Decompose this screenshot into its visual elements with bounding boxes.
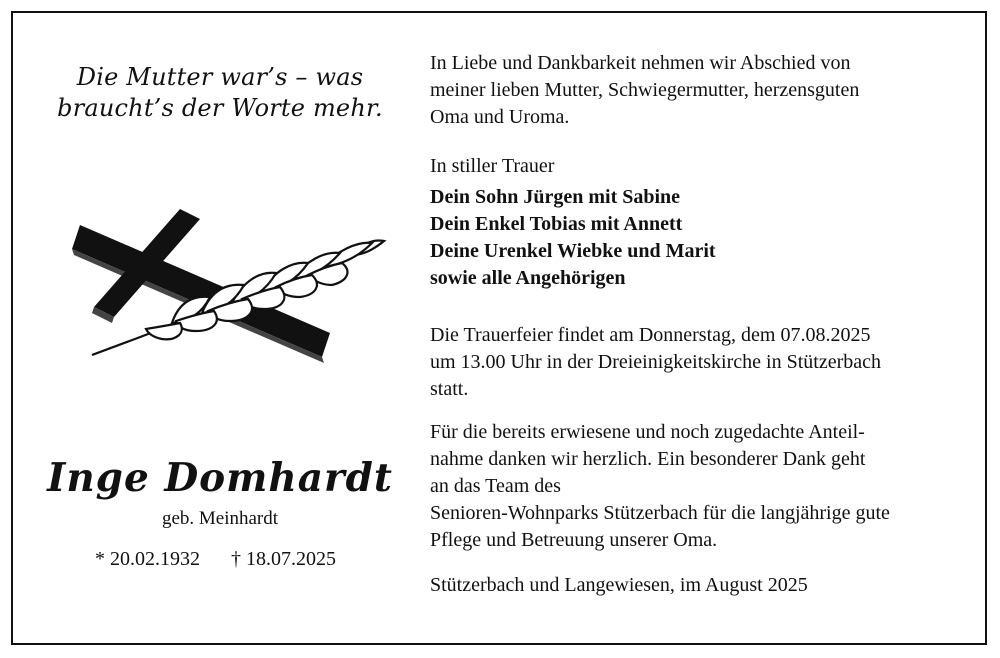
cross-with-palm-branch-icon xyxy=(52,205,390,375)
notice-text xyxy=(430,50,960,599)
deceased-name: Inge Domhardt xyxy=(47,455,393,501)
life-dates xyxy=(95,548,336,571)
mourner-line: Deine Urenkel Wiebke und Marit xyxy=(430,240,716,262)
text-line: statt. xyxy=(430,378,469,400)
text-line: an das Team des xyxy=(430,475,561,497)
mourners-heading: In stiller Trauer xyxy=(430,155,555,177)
mourner-line: Dein Enkel Tobias mit Annett xyxy=(430,213,683,235)
mourner-line: sowie alle Angehörigen xyxy=(430,267,626,289)
text-line: In Liebe und Dankbarkeit nehmen wir Abschied von xyxy=(430,52,851,74)
text-line: Pflege und Betreuung unserer Oma. xyxy=(430,529,718,551)
mourners-block xyxy=(430,153,960,292)
text-line: Die Trauerfeier findet am Donnerstag, dem 07.08.2025 xyxy=(430,324,871,346)
motto-line: braucht’s der Worte mehr. xyxy=(57,94,383,122)
place-and-date: Stützerbach und Langewiesen, im August 2025 xyxy=(430,574,808,596)
text-line: nahme danken wir herzlich. Ein besonderer Dank geht xyxy=(430,448,866,470)
text-line: Senioren-Wohnparks Stützerbach für die langjährige gute xyxy=(430,502,890,524)
mourner-line: Dein Sohn Jürgen mit Sabine xyxy=(430,186,681,208)
text-line: Oma und Uroma. xyxy=(430,106,570,128)
intro-paragraph xyxy=(430,50,960,131)
text-line: Für die bereits erwiesene und noch zugedachte Anteil- xyxy=(430,421,865,443)
motto-line: Die Mutter war’s – was xyxy=(76,63,364,91)
thanks-paragraph xyxy=(430,419,960,554)
birth-date: * 20.02.1932 xyxy=(95,548,200,570)
service-paragraph xyxy=(430,322,960,403)
maiden-name: geb. Meinhardt xyxy=(161,508,279,529)
death-date: † 18.07.2025 xyxy=(231,548,336,570)
motto-quote xyxy=(50,62,390,124)
text-line: um 13.00 Uhr in der Dreieinigkeitskirche in Stützerbach xyxy=(430,351,881,373)
text-line: meiner lieben Mutter, Schwiegermutter, herzensguten xyxy=(430,79,860,101)
